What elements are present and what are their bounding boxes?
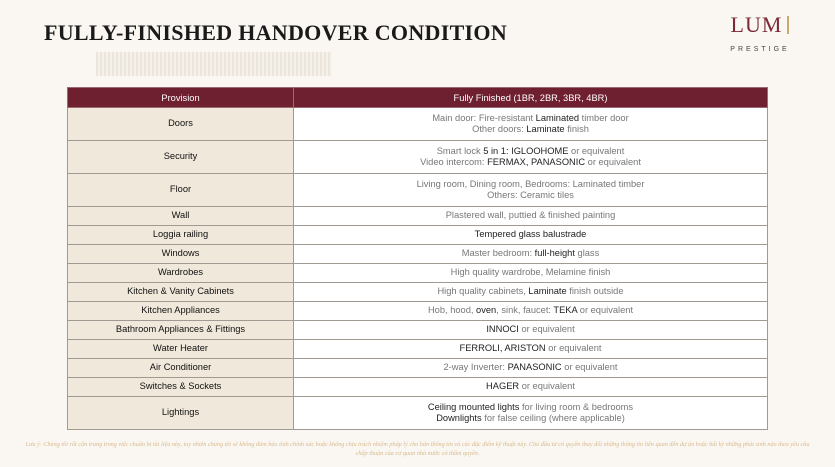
specification-cell	[294, 397, 768, 430]
logo-wordmark	[731, 12, 790, 38]
specification-cell	[294, 340, 768, 359]
specification-cell	[294, 174, 768, 207]
brand-logo	[705, 12, 815, 53]
spec-text: for false ceiling (where applicable)	[481, 413, 625, 423]
spec-text: , sink, faucet:	[496, 305, 554, 316]
spec-text: glass	[574, 248, 600, 259]
provision-cell: Wall	[68, 207, 294, 226]
spec-text: finish	[564, 124, 589, 134]
spec-text: or equivalent	[585, 157, 641, 167]
spec-line	[298, 229, 763, 241]
spec-line	[298, 267, 763, 279]
table-row	[68, 302, 768, 321]
specification-cell	[294, 245, 768, 264]
spec-text: Plastered wall, puttied & finished painting	[445, 210, 616, 221]
spec-line	[298, 113, 763, 125]
spec-text: or equivalent	[568, 145, 625, 156]
disclaimer-note: Lưu ý: Chúng tôi rất cẩn trọng trong việc chuẩn bị tài liệu này, tuy nhiên chúng tôi sẽ không đảm bảo tính chính xác hoặc không chịu trách nhiệm pháp lý cho bản thông tin và các đặc điểm kỹ thuật này. Chủ đầu tư có quyền thay đổi những thông tin liên quan đến dự án hoặc bất kỳ những phát sinh nào theo yêu cầu chấp thuận của cơ quan nhà nước có thẩm quyền.	[25, 441, 810, 457]
spec-line	[298, 362, 763, 374]
spec-line	[298, 402, 763, 414]
table-row	[68, 174, 768, 207]
table-row	[68, 207, 768, 226]
spec-text: Smart lock	[436, 145, 484, 156]
specification-cell	[294, 283, 768, 302]
spec-highlight: FERROLI, ARISTON	[459, 343, 546, 354]
spec-text: Living room, Dining room, Bedrooms: Laminated timber	[416, 178, 645, 189]
spec-line	[298, 124, 763, 136]
spec-text: Master bedroom:	[461, 248, 535, 259]
spec-text: Main door: Fire-resistant	[432, 112, 536, 123]
spec-text: timber door	[579, 112, 629, 123]
spec-line	[298, 210, 763, 222]
provision-cell: Kitchen & Vanity Cabinets	[68, 283, 294, 302]
specification-cell	[294, 378, 768, 397]
provision-cell: Water Heater	[68, 340, 294, 359]
spec-highlight: full-height	[534, 248, 575, 259]
provision-cell: Bathroom Appliances & Fittings	[68, 321, 294, 340]
table-row	[68, 226, 768, 245]
specification-cell	[294, 264, 768, 283]
spec-highlight: Ceiling mounted lights	[427, 401, 520, 412]
specification-cell	[294, 359, 768, 378]
spec-line	[298, 324, 763, 336]
specification-cell	[294, 207, 768, 226]
specification-cell	[294, 141, 768, 174]
spec-line	[298, 190, 763, 202]
provision-cell: Floor	[68, 174, 294, 207]
spec-line	[298, 157, 763, 169]
provision-cell: Lightings	[68, 397, 294, 430]
spec-highlight: oven	[476, 305, 497, 316]
spec-text: finish outside	[566, 286, 624, 297]
spec-highlight: INNOCI	[486, 324, 519, 335]
spec-highlight: Downlights	[436, 413, 482, 423]
table-header-row	[68, 88, 768, 108]
spec-text: for living room & bedrooms	[519, 401, 634, 412]
spec-highlight: PANASONIC	[507, 362, 562, 373]
logo-bar-icon	[787, 16, 789, 34]
logo-subtitle: PRESTIGE	[730, 46, 790, 53]
spec-text: Others: Ceramic tiles	[487, 190, 574, 200]
spec-text: High quality wardrobe, Melamine finish	[450, 267, 611, 278]
spec-highlight: Laminated	[535, 112, 580, 123]
spec-text: or equivalent	[561, 362, 618, 373]
spec-line	[298, 146, 763, 158]
spec-highlight: Laminate	[526, 124, 565, 134]
spec-text: or equivalent	[518, 324, 575, 335]
spec-table	[67, 87, 768, 430]
header-provision: Provision	[68, 88, 294, 108]
logo-word: LUM	[730, 12, 783, 37]
spec-text: 2-way Inverter:	[443, 362, 508, 373]
spec-line	[298, 381, 763, 393]
spec-text: Other doors:	[472, 124, 527, 134]
spec-text: or equivalent	[519, 381, 575, 392]
decorative-stripes	[96, 52, 332, 76]
spec-highlight: TEKA	[553, 305, 578, 316]
spec-line	[298, 179, 763, 191]
table-row	[68, 397, 768, 430]
spec-line	[298, 343, 763, 355]
table-row	[68, 108, 768, 141]
spec-highlight: HAGER	[486, 381, 520, 392]
table-row	[68, 340, 768, 359]
provision-cell: Windows	[68, 245, 294, 264]
spec-line	[298, 248, 763, 260]
provision-cell: Doors	[68, 108, 294, 141]
specification-cell	[294, 108, 768, 141]
spec-text: or equivalent	[545, 343, 602, 354]
spec-line	[298, 286, 763, 298]
table-row	[68, 141, 768, 174]
specification-cell	[294, 302, 768, 321]
provision-cell: Kitchen Appliances	[68, 302, 294, 321]
provision-cell: Wardrobes	[68, 264, 294, 283]
header-fully-finished: Fully Finished (1BR, 2BR, 3BR, 4BR)	[294, 88, 768, 108]
spec-text: High quality cabinets,	[437, 286, 529, 297]
table-row	[68, 378, 768, 397]
spec-line	[298, 305, 763, 317]
table-row	[68, 264, 768, 283]
provision-cell: Air Conditioner	[68, 359, 294, 378]
spec-highlight: 5 in 1: IGLOOHOME	[483, 145, 569, 156]
table-row	[68, 359, 768, 378]
page-title: FULLY-FINISHED HANDOVER CONDITION	[44, 20, 508, 45]
spec-table-body	[68, 108, 768, 430]
spec-text: Video intercom:	[420, 157, 488, 167]
table-row	[68, 283, 768, 302]
spec-highlight: Laminate	[528, 286, 567, 297]
provision-cell: Loggia railing	[68, 226, 294, 245]
spec-highlight: FERMAX, PANASONIC	[487, 157, 586, 167]
spec-text: Hob, hood,	[427, 305, 477, 316]
provision-cell: Switches & Sockets	[68, 378, 294, 397]
specification-cell	[294, 321, 768, 340]
provision-cell: Security	[68, 141, 294, 174]
specification-cell	[294, 226, 768, 245]
spec-highlight: Tempered glass balustrade	[474, 229, 587, 240]
table-row	[68, 245, 768, 264]
spec-text: or equivalent	[577, 305, 634, 316]
spec-line	[298, 413, 763, 425]
table-row	[68, 321, 768, 340]
